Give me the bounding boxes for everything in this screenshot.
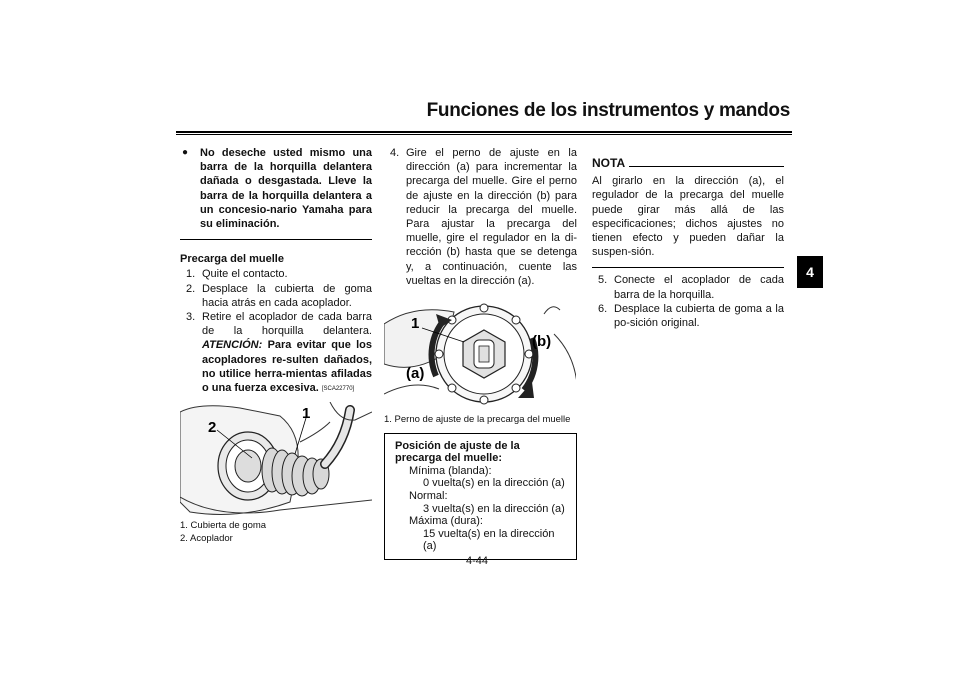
- figure-caption: 1. Perno de ajuste de la precarga del muelle: [384, 414, 571, 426]
- min-label: Mínima (blanda):: [409, 464, 492, 477]
- bullet-icon: ●: [182, 147, 189, 158]
- figure-label-1: 1: [302, 405, 311, 423]
- reference-code: [SCA22770]: [321, 386, 355, 393]
- step-number: 1.: [186, 268, 196, 281]
- figure-caption-1: 1. Cubierta de goma: [180, 520, 267, 532]
- figure-label-b: (b): [532, 333, 552, 351]
- step-number: 3.: [186, 311, 196, 324]
- header-rule-secondary: [176, 134, 792, 135]
- note-rule-top: [629, 166, 784, 167]
- column-middle: [384, 146, 577, 560]
- step-3: [180, 310, 372, 396]
- step-2: [180, 282, 372, 310]
- page-title: Funciones de los instrumentos y mandos: [426, 100, 790, 121]
- step-4: [384, 146, 577, 288]
- settings-title: Posición de ajuste de la precarga del muelle:: [395, 439, 520, 465]
- note-text: Al girarlo en la dirección (a), el regulador de la precarga del muelle puede girar más allá de las especificaciones; dichos ajustes no tienen efecto y pueden dañar la suspen-sión.: [592, 175, 784, 259]
- step-text: Desplace la cubierta de goma hacia atrás en cada acoplador.: [202, 282, 372, 309]
- step-text: Conecte el acoplador de cada barra de la horquilla.: [614, 274, 784, 301]
- step-number: 6.: [598, 302, 608, 315]
- column-right: [592, 156, 784, 330]
- step-text: Desplace la cubierta de goma a la po-sición original.: [614, 302, 784, 330]
- caution-label: ATENCIÓN:: [202, 339, 263, 352]
- settings-box: [384, 433, 577, 560]
- note-rule-bottom: [592, 267, 784, 268]
- max-value: 15 vuelta(s) en la dirección (a): [423, 527, 555, 553]
- chapter-tab: 4: [797, 256, 823, 288]
- step-6: [592, 302, 784, 330]
- step-text: Retire el acoplador de cada barra de la horquilla delantera.: [202, 311, 372, 338]
- figure-label-1: 1: [411, 315, 420, 333]
- step-text: Quite el contacto.: [202, 268, 288, 281]
- figure-caption-2: 2. Acoplador: [180, 532, 233, 544]
- step-number: 2.: [186, 282, 196, 295]
- step-text: Gire el perno de ajuste en la dirección (a) para incrementar la precarga del muelle. Gire el perno de ajuste en la dirección (b) para reducir la precarga del muelle. Para ajustar la precarga del muelle, gire el regulador en la di-rección (b) hasta que se detenga y, a continuación, cuente las vueltas en la dirección (a).: [406, 147, 577, 287]
- section-heading: Precarga del muelle: [180, 253, 284, 266]
- warning-rule: [180, 239, 372, 240]
- adjuster-illustration: [384, 294, 576, 414]
- warning-text: No deseche usted mismo una barra de la horquilla delantera dañada o desgastada. Lleve la barra de la horquilla delantera a un concesio-nario Yamaha para su eliminación.: [200, 147, 372, 231]
- column-left: [180, 146, 372, 545]
- max-label: Máxima (dura):: [409, 515, 483, 528]
- step-5: [592, 273, 784, 301]
- coupler-illustration: [180, 402, 372, 520]
- caution-text: Para evitar que los acopladores re-sulten dañados, no utilice herra-mientas afiladas o una fuerza excesiva.: [202, 339, 372, 395]
- note-label: NOTA: [592, 156, 626, 170]
- figure-label-a: (a): [406, 365, 425, 383]
- min-value: 0 vuelta(s) en la dirección (a): [423, 477, 565, 490]
- normal-value: 3 vuelta(s) en la dirección (a): [423, 502, 565, 515]
- step-number: 5.: [598, 274, 608, 287]
- note-header: [592, 156, 784, 170]
- header-rule: [176, 131, 792, 133]
- figure-label-2: 2: [208, 419, 217, 437]
- warning-block: [180, 146, 372, 231]
- normal-label: Normal:: [409, 489, 448, 502]
- step-number: 4.: [390, 147, 400, 159]
- step-1: [180, 267, 372, 281]
- page-number: 4-44: [466, 555, 489, 567]
